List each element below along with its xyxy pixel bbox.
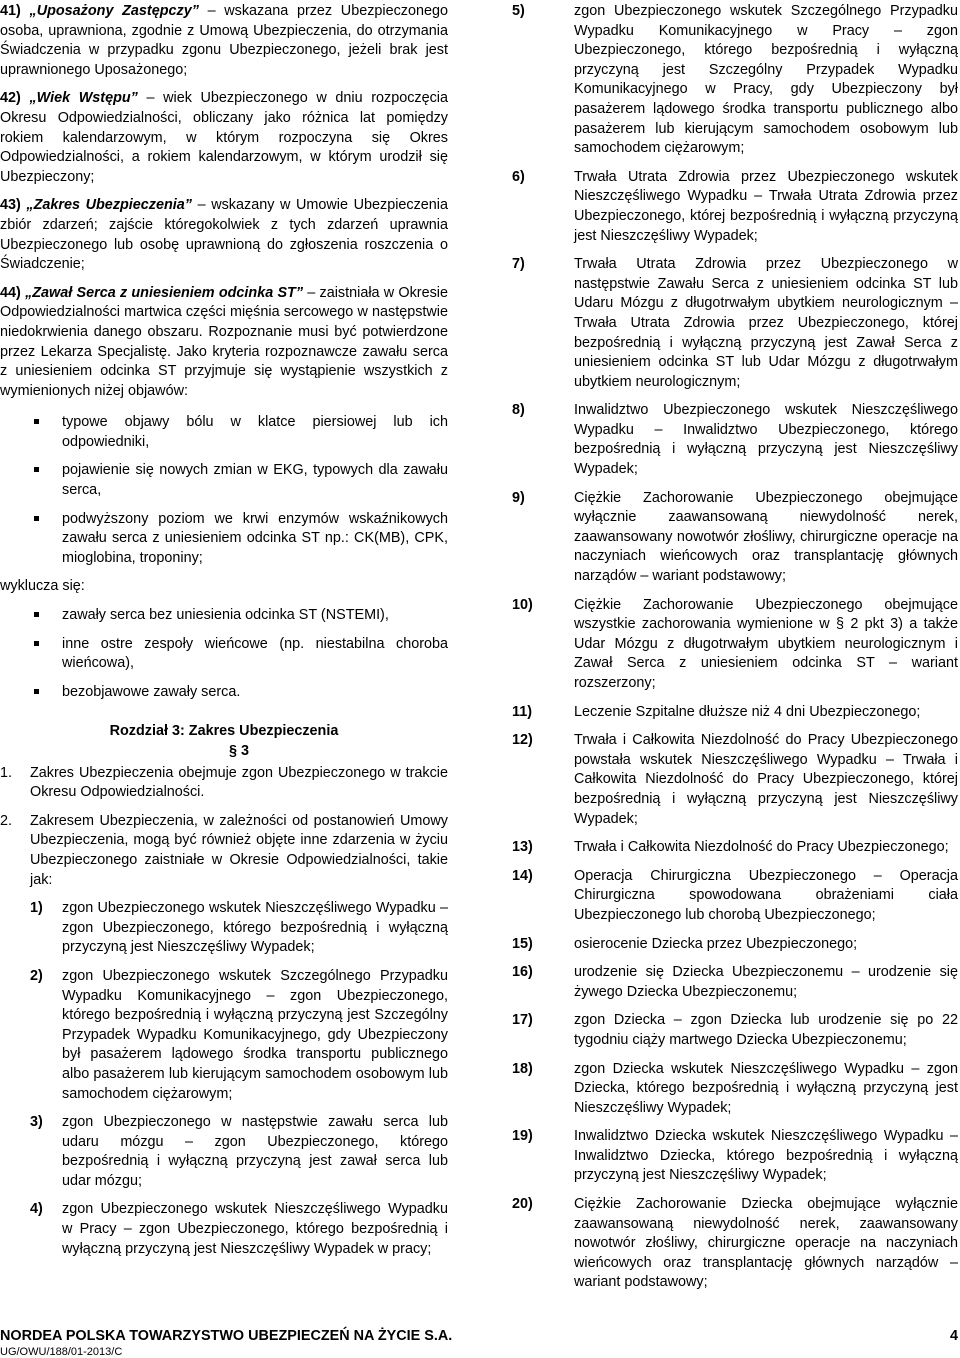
subitem-text: zgon Ubezpieczonego wskutek Nieszczęśliwego Wypadku – zgon Ubezpieczonego, którego bezpośrednią i wyłączną przyczyną jest Nieszczęśliwy Wypadek; — [62, 900, 448, 956]
bullet-icon — [34, 612, 39, 617]
definition-number: 42) — [0, 90, 21, 107]
item-text: zgon Ubezpieczonego wskutek Szczególnego Przypadku Wypadku Komunikacyjnego w Pracy – zgon Ubezpieczonego, którego bezpośrednią i wyłączną przyczyną jest Szczególny Przypadek Wypadku Komunikacyjnego w Pracy, gdy Ubezpieczony był pasażerem lądowego środka transportu publicznego albo pasażerem lub kierującym samochodem osobowym lub samochodem ciężarowym; — [574, 3, 958, 157]
item-text: zgon Dziecka – zgon Dziecka lub urodzenie się po 22 tygodniu ciąży martwego Dziecka Ubezpieczonemu; — [574, 1012, 958, 1048]
subitem-number: 4) — [30, 1201, 43, 1218]
list-item — [512, 1127, 958, 1186]
item-text: zgon Dziecka wskutek Nieszczęśliwego Wypadku – zgon Dziecka, którego bezpośrednią i wyłączną przyczyną jest Nieszczęśliwy Wypadek; — [574, 1060, 958, 1116]
definition-term: „Zawał Serca z uniesieniem odcinka ST” — [25, 284, 304, 301]
item-text: Trwała Utrata Zdrowia przez Ubezpieczonego wskutek Nieszczęśliwego Wypadku – Trwała Utrata Zdrowia przez Ubezpieczonego, której bezpośrednią i wyłączną przyczyną jest Nieszczęśliwy Wypadek; — [574, 168, 958, 244]
chapter-title: Rozdział 3: Zakres Ubezpieczenia — [109, 723, 339, 740]
item-number: 18) — [512, 1060, 533, 1077]
definition-41 — [0, 2, 448, 80]
item-number: 14) — [512, 867, 533, 884]
definition-term: „Wiek Wstępu” — [29, 90, 138, 107]
definition-42 — [0, 89, 448, 187]
definition-body: – zaistniała w Okresie Odpowiedzialności martwica części mięśnia sercowego w następstwie niedokrwienia danego obszaru. Rozpoznanie musi być potwierdzone przez Lekarza Specjalistę. Jako kryteria rozpoznawcze zawału serca z uniesieniem odcinka ST przyjmuje się wystąpienie wszystkich z wymienionych niżej objawów: — [0, 284, 448, 399]
item-text: Ciężkie Zachorowanie Ubezpieczonego obejmujące wszystkie zachorowania wymienione w § 2 pkt 3) a także Udar Mózgu z długotrwałym ubytkiem neurologicznym i Zawał Serca z uniesieniem odcinka ST – wariant rozszerzony; — [574, 596, 958, 691]
definition-43 — [0, 196, 448, 274]
item-number: 8) — [512, 402, 525, 419]
item-text: Trwała Utrata Zdrowia przez Ubezpieczonego w następstwie Zawału Serca z uniesieniem odcinka ST lub Udaru Mózgu z długotrwałym ubytkiem neurologicznym – Trwała Utrata Zdrowia przez Ubezpieczonego, której bezpośrednią i wyłączną przyczyną jest Zawał Serca z uniesieniem odcinka ST lub Udar Mózgu z długotrwałym ubytkiem neurologicznym; — [574, 256, 958, 390]
bullet-icon — [34, 419, 39, 424]
item-text: osierocenie Dziecka przez Ubezpieczonego; — [574, 935, 858, 952]
item-number: 11) — [512, 703, 533, 720]
item-text: Ciężkie Zachorowanie Ubezpieczonego obejmujące wyłącznie zaawansowaną niewydolność nerek, zaawansowany nowotwór złośliwy, chirurgiczne operacje na naczyniach wieńcowych oraz transplantację głównych narządów – wariant podstawowy; — [574, 489, 958, 585]
list-item — [512, 401, 958, 479]
item-number: 16) — [512, 964, 533, 981]
item-text: Leczenie Szpitalne dłuższe niż 4 dni Ubezpieczonego; — [574, 703, 921, 720]
list-item — [512, 1195, 958, 1293]
company-name: NORDEA POLSKA TOWARZYSTWO UBEZPIECZEŃ NA ŻYCIE S.A. — [0, 1328, 453, 1344]
item-text: Inwalidztwo Ubezpieczonego wskutek Nieszczęśliwego Wypadku – Inwalidztwo Ubezpieczonego, którego bezpośrednią i wyłączną przyczyną jest Nieszczęśliwy Wypadek; — [574, 402, 958, 478]
subitem-text: zgon Ubezpieczonego wskutek Nieszczęśliwego Wypadku w Pracy – zgon Ubezpieczonego, którego bezpośrednią i wyłączną przyczyną jest Nieszczęśliwy Wypadek w pracy; — [62, 1201, 448, 1257]
list-item — [512, 1060, 958, 1119]
list-item: podwyższony poziom we krwi enzymów wskaźnikowych zawału serca z uniesieniem odcinka ST np.: CK(MB), CPK, mioglobina, troponiny; — [0, 510, 448, 569]
item-number: 9) — [512, 489, 525, 506]
document-code: UG/OWU/188/01-2013/C — [0, 1346, 123, 1358]
list-item — [512, 867, 958, 926]
list-item — [512, 963, 958, 1002]
definition-number: 41) — [0, 3, 21, 19]
list-item — [512, 703, 958, 723]
definition-number: 43) — [0, 197, 21, 214]
bullet-icon — [34, 467, 39, 472]
item-text: Trwała i Całkowita Niezdolność do Pracy Ubezpieczonego powstała wskutek Nieszczęśliwego Wypadku – Trwała i Całkowita Niezdolność do Pracy Ubezpieczonego, której bezpośrednią i wyłączną przyczyną jest Nieszczęśliwy Wypadek; — [574, 732, 958, 827]
definition-number: 44) — [0, 284, 21, 301]
list-item — [512, 489, 958, 587]
bullet-icon — [34, 689, 39, 694]
subitem-text: zgon Ubezpieczonego w następstwie zawału serca lub udaru mózgu – zgon Ubezpieczonego, którego bezpośrednią i wyłączną przyczyną jest zawał serca lub udar mózgu; — [62, 1114, 448, 1189]
list-item — [512, 731, 958, 829]
item-number: 17) — [512, 1012, 533, 1029]
excludes-label: wyklucza się: — [0, 578, 85, 595]
clause-1 — [0, 764, 448, 803]
subitem-text: zgon Ubezpieczonego wskutek Szczególnego Przypadku Wypadku Komunikacyjnego – zgon Ubezpieczonego, którego bezpośrednią i wyłączną przyczyną jest Szczególny Przypadek Wypadku Komunikacyjnego, gdy Ubezpieczony był pasażerem lądowego środka transportu publicznego albo pasażerem lub kierującym samochodem osobowym lub samochodem ciężarowym; — [62, 967, 448, 1102]
subitem-4 — [0, 1200, 448, 1259]
clause-2 — [0, 812, 448, 890]
right-column — [512, 2, 958, 1302]
list-item: typowe objawy bólu w klatce piersiowej lub ich odpowiedniki, — [0, 413, 448, 452]
definition-term: „Uposażony Zastępczy” — [29, 3, 199, 19]
list-item — [512, 2, 958, 159]
list-item — [512, 1011, 958, 1050]
item-number: 10) — [512, 596, 533, 613]
item-number: 6) — [512, 168, 525, 185]
item-text: urodzenie się Dziecka Ubezpieczonemu – urodzenie się żywego Dziecka Ubezpieczonemu; — [574, 964, 958, 1000]
clause-text: Zakres Ubezpieczenia obejmuje zgon Ubezpieczonego w trakcie Okresu Odpowiedzialności. — [30, 764, 448, 801]
list-item: pojawienie się nowych zmian w EKG, typowych dla zawału serca, — [0, 461, 448, 500]
subitem-number: 1) — [30, 900, 43, 917]
definition-body: – wskazany w Umowie Ubezpieczenia zbiór zdarzeń; zajście któregokolwiek z tych zdarzeń uprawnia Ubezpieczonego lub osobę uprawnioną do zgłoszenia roszczenia o Świadczenie; — [0, 197, 448, 273]
list-item: zawały serca bez uniesienia odcinka ST (NSTEMI), — [0, 606, 448, 626]
list-item — [512, 255, 958, 392]
list-item: inne ostre zespoły wieńcowe (np. niestabilna choroba wieńcowa), — [0, 635, 448, 674]
list-item — [512, 596, 958, 694]
definition-44 — [0, 284, 448, 402]
bullet-icon — [34, 641, 39, 646]
item-number: 5) — [512, 3, 525, 19]
list-item: bezobjawowe zawały serca. — [0, 683, 448, 703]
item-number: 12) — [512, 732, 533, 749]
item-number: 15) — [512, 935, 533, 952]
definition-body: – wiek Ubezpieczonego w dniu rozpoczęcia Okresu Odpowiedzialności, obliczany jako różnica lat pomiędzy rokiem kalendarzowym, w którym rozpoczyna się Okres Odpowiedzialności, a rokiem kalendarzowym, w którym urodził się Ubezpieczony; — [0, 90, 448, 185]
item-number: 13) — [512, 839, 533, 856]
list-item — [512, 935, 958, 955]
page-footer — [0, 1328, 958, 1358]
clause-text: Zakresem Ubezpieczenia, w zależności od postanowień Umowy Ubezpieczenia, mogą być również objęte inne zdarzenia w życiu Ubezpieczonego zaistniałe w Okresie Odpowiedzialności, takie jak: — [30, 812, 448, 888]
item-number: 20) — [512, 1196, 533, 1213]
subitem-number: 3) — [30, 1114, 43, 1131]
subitem-2 — [0, 967, 448, 1104]
item-text: Ciężkie Zachorowanie Dziecka obejmujące wyłącznie zaawansowaną niewydolność nerek, zaawansowany nowotwór złośliwy, chirurgiczne operacje na naczyniach wieńcowych oraz transplantację głównych narządów – wariant podstawowy; — [574, 1196, 958, 1291]
section-mark: § 3 — [228, 743, 249, 759]
item-text: Operacja Chirurgiczna Ubezpieczonego – Operacja Chirurgiczna spowodowana obrażeniami ciała Ubezpieczonego lub chorobą Ubezpieczonego; — [574, 867, 958, 923]
subitem-number: 2) — [30, 967, 43, 984]
subitem-1 — [0, 899, 448, 958]
item-text: Trwała i Całkowita Niezdolność do Pracy Ubezpieczonego; — [574, 839, 949, 856]
definition-term: „Zakres Ubezpieczenia” — [26, 197, 192, 214]
left-column — [0, 2, 448, 1268]
page-number: 4 — [949, 1328, 958, 1344]
item-number: 19) — [512, 1128, 533, 1145]
item-text: Inwalidztwo Dziecka wskutek Nieszczęśliwego Wypadku – Inwalidztwo Dziecka, którego bezpośrednią i wyłączną przyczyną jest Nieszczęśliwy Wypadek; — [574, 1128, 958, 1184]
clause-number: 1. — [0, 764, 13, 781]
subitem-3 — [0, 1113, 448, 1191]
bullet-icon — [34, 516, 39, 521]
list-item — [512, 168, 958, 246]
definition-body: – wskazana przez Ubezpieczonego osoba, uprawniona, zgodnie z Umową Ubezpieczenia, do otrzymania Świadczenia w przypadku zgonu Ubezpieczonego, jeżeli brak jest uprawnionego Uposażonego; — [0, 3, 449, 78]
list-item — [512, 838, 958, 858]
clause-number: 2. — [0, 812, 13, 829]
item-number: 7) — [512, 256, 525, 273]
